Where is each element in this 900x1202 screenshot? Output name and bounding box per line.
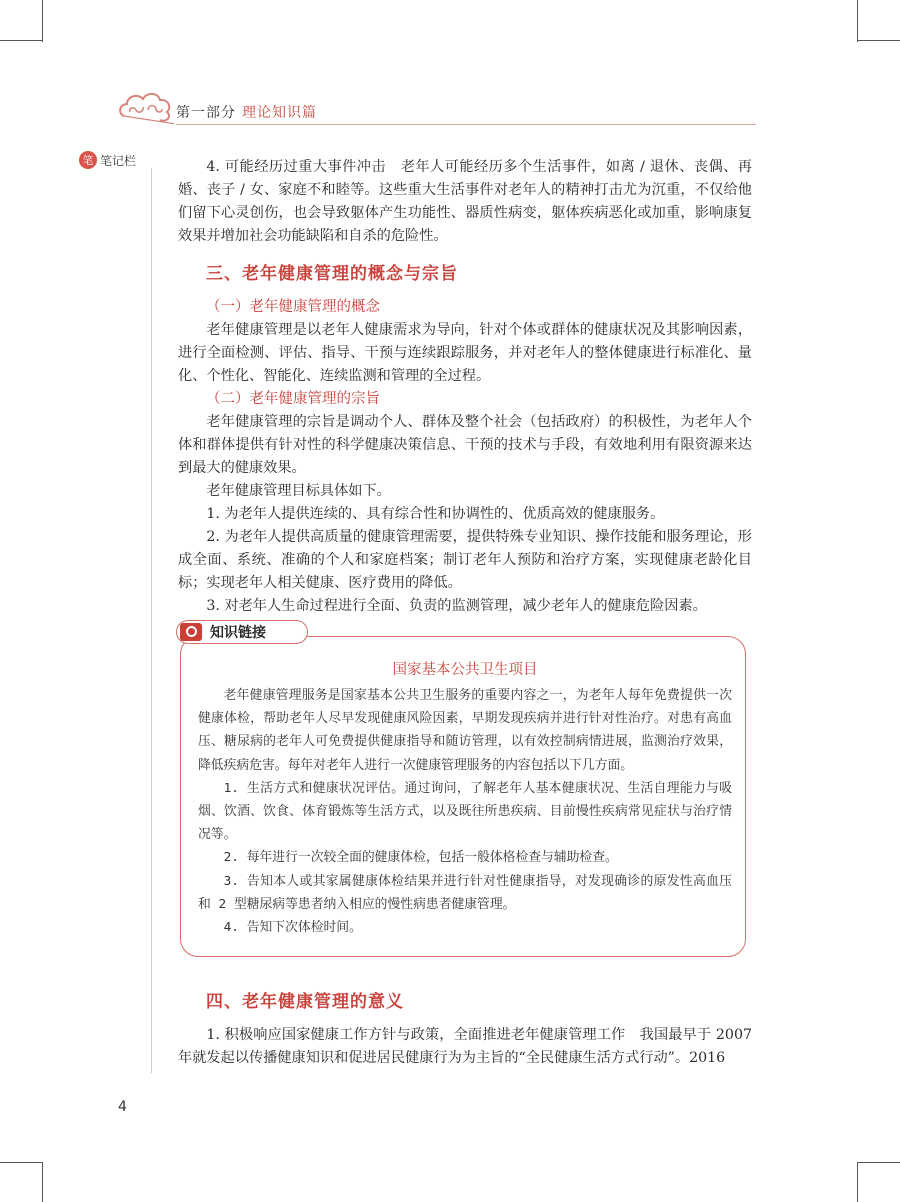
knowledge-link-label: 知识链接 bbox=[210, 625, 266, 641]
subsection-heading: （二）老年健康管理的宗旨 bbox=[206, 391, 380, 407]
header-rule bbox=[176, 124, 756, 125]
list-item: 2. 每年进行一次较全面的健康体检，包括一般体格检查与辅助检查。 bbox=[223, 850, 618, 866]
crop-mark bbox=[857, 1162, 858, 1202]
crop-mark bbox=[0, 1162, 42, 1163]
paragraph: 老年健康管理目标具体如下。 bbox=[206, 483, 391, 499]
page-number: 4 bbox=[118, 1099, 127, 1115]
notes-column-label bbox=[79, 151, 136, 169]
section-heading: 四、老年健康管理的意义 bbox=[206, 992, 404, 1012]
crop-mark bbox=[42, 0, 43, 42]
list-item: 4. 告知下次体检时间。 bbox=[223, 920, 362, 936]
paragraph: 老年健康管理的宗旨是调动个人、群体及整个社会（包括政府）的积极性，为老年人个体和群体提供有针对性的科学健康决策信息、干预的技术与手段，有效地利用有限资源来达到最大的健康效果。 bbox=[178, 414, 752, 476]
pencil-note-icon: 笔 bbox=[79, 151, 97, 169]
crop-mark bbox=[42, 1162, 43, 1202]
notes-margin-line bbox=[151, 168, 152, 1073]
crop-mark bbox=[858, 1162, 900, 1163]
magnifier-icon bbox=[180, 623, 202, 641]
running-header bbox=[118, 88, 758, 128]
paragraph: 老年健康管理服务是国家基本公共卫生服务的重要内容之一，为老年人每年免费提供一次健康体检，帮助老年人尽早发现健康风险因素，早期发现疾病并进行针对性治疗。对患有高血压、糖尿病的老年人可免费提供健康指导和随访管理，以有效控制病情进展，监测治疗效果，降低疾病危害。每年对老年人进行一次健康管理服务的内容包括以下几方面。 bbox=[198, 688, 732, 773]
list-item: 1. 为老年人提供连续的、具有综合性和协调性的、优质高效的健康服务。 bbox=[206, 506, 665, 522]
cloud-ornament-icon bbox=[118, 88, 174, 128]
main-content bbox=[178, 156, 752, 618]
paragraph: 老年健康管理是以老年人健康需求为导向，针对个体或群体的健康状况及其影响因素，进行全面检测、评估、指导、干预与连续跟踪服务，并对老年人的整体健康进行标准化、量化、个性化、智能化、连续监测和管理的全过程。 bbox=[178, 322, 752, 384]
crop-mark bbox=[857, 0, 858, 42]
knowledge-link-content bbox=[198, 658, 732, 939]
crop-mark bbox=[0, 40, 42, 41]
knowledge-link-tab bbox=[176, 620, 308, 644]
header-part: 第一部分 bbox=[176, 105, 236, 121]
notes-label: 笔记栏 bbox=[100, 153, 137, 168]
list-item: 3. 对老年人生命过程进行全面、负责的监测管理，减少老年人的健康危险因素。 bbox=[206, 598, 707, 614]
header-title: 理论知识篇 bbox=[242, 105, 317, 121]
list-item: 1. 生活方式和健康状况评估。通过询问，了解老年人基本健康状况、生活自理能力与吸烟、饮酒、饮食、体育锻炼等生活方式，以及既往所患疾病、目前慢性疾病常见症状与治疗情况等。 bbox=[198, 780, 732, 843]
box-title: 国家基本公共卫生项目 bbox=[392, 662, 538, 678]
paragraph: 1. 积极响应国家健康工作方针与政策，全面推进老年健康管理工作 我国最早于 2007 年就发起以传播健康知识和促进居民健康行为为主旨的“全民健康生活方式行动”。2016 bbox=[178, 1027, 752, 1066]
list-item: 2. 为老年人提供高质量的健康管理需要，提供特殊专业知识、操作技能和服务理论，形成全面、系统、准确的个人和家庭档案；制订老年人预防和治疗方案，实现健康老龄化目标；实现老年人相关健康、医疗费用的降低。 bbox=[178, 529, 752, 591]
section-heading: 三、老年健康管理的概念与宗旨 bbox=[206, 264, 458, 284]
paragraph: 4. 可能经历过重大事件冲击 老年人可能经历多个生活事件，如离 / 退休、丧偶、再婚、丧子 / 女、家庭不和睦等。这些重大生活事件对老年人的精神打击尤为沉重，不仅给他们留下心灵创伤，也会导致躯体产生功能性、器质性病变，躯体疾病恶化或加重，影响康复效果并增加社会功能缺陷和自杀的危险性。 bbox=[178, 159, 752, 244]
subsection-heading: （一）老年健康管理的概念 bbox=[206, 299, 380, 315]
list-item: 3. 告知本人或其家属健康体检结果并进行针对性健康指导，对发现确诊的原发性高血压和 2 型糖尿病等患者纳入相应的慢性病患者健康管理。 bbox=[198, 873, 732, 912]
crop-mark bbox=[858, 40, 900, 41]
section-four bbox=[178, 990, 752, 1070]
